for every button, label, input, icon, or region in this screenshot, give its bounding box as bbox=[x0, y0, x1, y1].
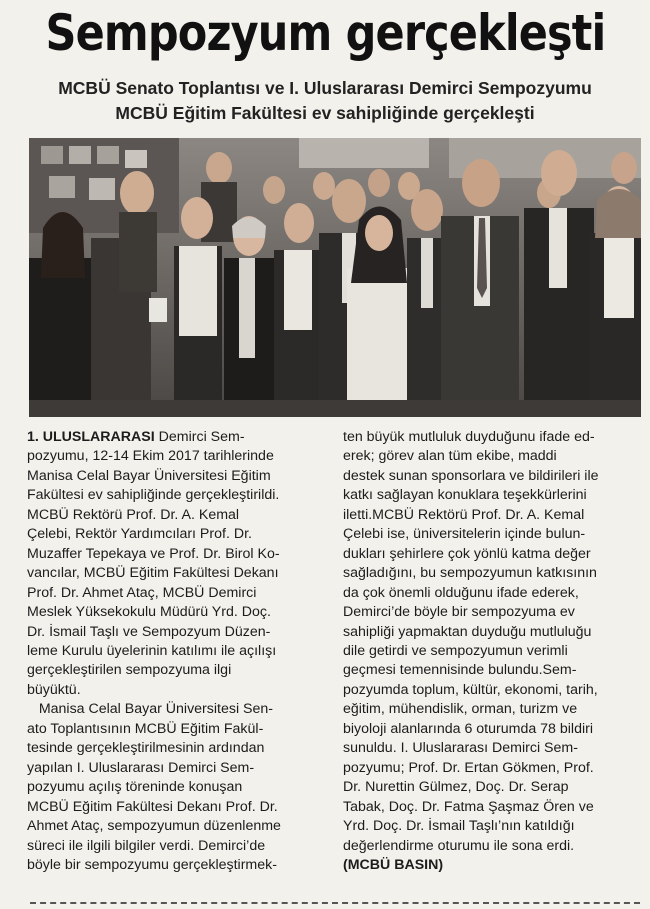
body-line: Meslek Yüksekokulu Müdürü Yrd. Doç. bbox=[27, 604, 271, 621]
body-line: eğitim, mühendislik, orman, turizm ve bbox=[343, 701, 578, 718]
body-line: dukları şehirlere çok yönlü katma değer bbox=[343, 545, 591, 562]
body-line: süreci ile ilgili bilgiler verdi. Demirci’de bbox=[27, 837, 266, 854]
body-line: vancılar, MCBÜ Eğitim Fakültesi Dekanı bbox=[27, 565, 279, 582]
article-body-left-column bbox=[27, 428, 327, 875]
body-line: pozyumu; Prof. Dr. Ertan Gökmen, Prof. bbox=[343, 759, 594, 776]
press-signature: (MCBÜ BASIN) bbox=[343, 856, 444, 873]
body-line: iletti.MCBÜ Rektörü Prof. Dr. A. Kemal bbox=[343, 506, 585, 523]
body-line: biyoloji alanlarında 6 oturumda 78 bildiri bbox=[343, 720, 594, 737]
body-line: Manisa Celal Bayar Üniversitesi Sen- bbox=[27, 701, 274, 718]
body-line: pozyumda toplum, kültür, ekonomi, tarih, bbox=[343, 681, 598, 698]
body-line: böyle bir sempozyumu gerçekleştirmek- bbox=[27, 856, 277, 873]
body-line: destek sunan sponsorlara ve bildirileri ile bbox=[343, 467, 599, 484]
body-line: dile getirdi ve sempozyumun verimli bbox=[343, 642, 568, 659]
subheadline-line: MCBÜ Senato Toplantısı ve I. Uluslararası Demirci Sempozyumu bbox=[58, 78, 592, 98]
body-line: da çok önemli olduğunu ifade ederek, bbox=[343, 584, 579, 601]
body-line: sahipliği yapmaktan duyduğu mutluluğu bbox=[343, 623, 592, 640]
body-line: ato Toplantısının MCBÜ Eğitim Fakül- bbox=[27, 720, 264, 737]
body-line: MCBÜ Eğitim Fakültesi Dekanı Prof. Dr. bbox=[27, 798, 278, 815]
body-line: sağladığını, bu sempozyumun katkısının bbox=[343, 565, 597, 582]
body-line: Çelebi, Rektör Yardımcıları Prof. Dr. bbox=[27, 526, 252, 543]
body-line: erek; görev alan tüm ekibe, maddi bbox=[343, 448, 557, 465]
body-line: tesinde gerçekleştirilmesinin ardından bbox=[27, 740, 265, 757]
lead-words: 1. ULUSLARARASI bbox=[27, 429, 155, 445]
body-line: Çelebi ise, üniversitelerin içinde bulun- bbox=[343, 526, 586, 543]
body-line: Ahmet Ataç, sempozyumun düzenlenme bbox=[27, 818, 281, 835]
body-line: katkı sağlayan konuklara teşekkürlerini bbox=[343, 487, 587, 504]
body-line-text: Demirci Sem- bbox=[154, 429, 245, 445]
body-line: Prof. Dr. Ahmet Ataç, MCBÜ Demirci bbox=[27, 584, 257, 601]
body-line: geçmesi temennisinde bulundu.Sem- bbox=[343, 662, 577, 679]
body-line: yapılan I. Uluslararası Demirci Sem- bbox=[27, 759, 255, 776]
body-line: değerlendirme oturumu ile sona erdi. bbox=[343, 837, 575, 854]
body-line: pozyumu, 12-14 Ekim 2017 tarihlerinde bbox=[27, 448, 274, 465]
headline: Sempozyum gerçekleşti bbox=[45, 4, 606, 62]
bottom-divider bbox=[30, 902, 640, 904]
body-line: sunuldu. I. Uluslararası Demirci Sem- bbox=[343, 740, 578, 757]
subheadline-line: MCBÜ Eğitim Fakültesi ev sahipliğinde gerçekleşti bbox=[115, 103, 535, 123]
body-line: Dr. İsmail Taşlı ve Sempozyum Düzen- bbox=[27, 623, 271, 640]
body-line: Dr. Nurettin Gülmez, Doç. Dr. Serap bbox=[343, 779, 569, 796]
body-line: Tabak, Doç. Dr. Fatma Şaşmaz Ören ve bbox=[343, 798, 594, 815]
subheadline bbox=[10, 76, 640, 126]
body-line: Demirci’de böyle bir sempozyuma ev bbox=[343, 604, 575, 621]
body-line: büyüktü. bbox=[27, 681, 81, 698]
group-photo-icon bbox=[29, 138, 641, 417]
body-line: Manisa Celal Bayar Üniversitesi Eğitim bbox=[27, 467, 271, 484]
body-line bbox=[27, 428, 327, 447]
body-line: ten büyük mutluluk duyduğunu ifade ed- bbox=[343, 429, 595, 445]
article-body-right-column bbox=[343, 428, 643, 875]
body-line: MCBÜ Rektörü Prof. Dr. A. Kemal bbox=[27, 506, 240, 523]
body-line: Fakültesi ev sahipliğinde gerçekleştirildi. bbox=[27, 487, 280, 504]
body-line: leme Kurulu üyelerinin katılımı ile açılışı bbox=[27, 642, 277, 659]
body-line: gerçekleştirilen sempozyuma ilgi bbox=[27, 662, 232, 679]
group-photo bbox=[29, 138, 641, 417]
body-line: Yrd. Doç. Dr. İsmail Taşlı’nın katıldığı bbox=[343, 818, 575, 835]
body-line: Muzaffer Tepekaya ve Prof. Dr. Birol Ko- bbox=[27, 545, 280, 562]
body-line: pozyumu açılış töreninde konuşan bbox=[27, 779, 243, 796]
